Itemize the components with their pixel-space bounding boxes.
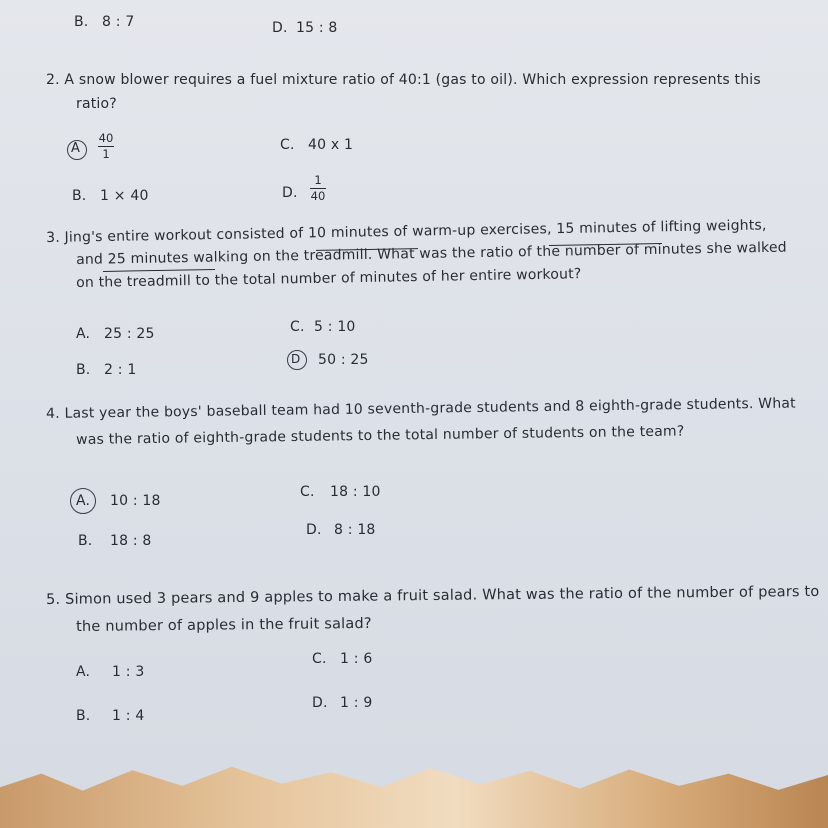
q4-option-c-letter: C. bbox=[300, 484, 315, 500]
q4-stem-line2: was the ratio of eighth-grade students to the total number of students on the team? bbox=[76, 423, 685, 448]
q4-option-b-value: 18 : 8 bbox=[110, 533, 152, 549]
q5-option-a-value: 1 : 3 bbox=[112, 664, 145, 680]
q2-option-a-numerator: 40 bbox=[98, 131, 114, 145]
underline-25-minutes bbox=[103, 269, 215, 272]
q5-option-a-letter: A. bbox=[76, 664, 91, 680]
prev-option-d-letter: D. bbox=[272, 20, 288, 36]
q2-option-b-letter: B. bbox=[72, 188, 87, 204]
q5-stem-line2: the number of apples in the fruit salad? bbox=[76, 615, 372, 635]
q4-option-b-letter: B. bbox=[78, 533, 93, 549]
q5-option-c-value: 1 : 6 bbox=[340, 651, 373, 667]
q2-option-d-numerator: 1 bbox=[314, 173, 322, 187]
q3-option-d-value: 50 : 25 bbox=[318, 352, 369, 368]
q3-option-c-letter: C. bbox=[290, 319, 305, 335]
q5-option-c-letter: C. bbox=[312, 651, 327, 667]
q3-option-d-letter: D bbox=[291, 352, 301, 366]
q5-option-b-value: 1 : 4 bbox=[112, 708, 145, 724]
q4-option-c-value: 18 : 10 bbox=[330, 484, 381, 500]
prev-option-d-value: 15 : 8 bbox=[296, 20, 338, 36]
q4-option-a-value: 10 : 18 bbox=[110, 493, 161, 509]
q2-option-d-denominator: 40 bbox=[310, 189, 326, 203]
q5-option-b-letter: B. bbox=[76, 708, 91, 724]
q3-option-b-value: 2 : 1 bbox=[104, 362, 137, 378]
q2-option-d-letter: D. bbox=[282, 185, 298, 201]
q2-option-a-letter: A bbox=[71, 141, 81, 156]
q4-option-d-letter: D. bbox=[306, 522, 322, 538]
q2-option-d-fraction bbox=[310, 174, 326, 203]
q2-option-c-value: 40 x 1 bbox=[308, 137, 354, 153]
q3-stem-line2: and 25 minutes walking on the treadmill. What was the ratio of the number of minutes she walked bbox=[76, 239, 787, 268]
q4-option-a-letter: A. bbox=[76, 493, 91, 509]
q3-stem-line1: 3. Jing's entire workout consisted of 10 minutes of warm-up exercises, 15 minutes of lifting weights, bbox=[46, 217, 767, 246]
prev-option-b-letter: B. bbox=[74, 14, 89, 30]
q4-stem-line1: 4. Last year the boys' baseball team had 10 seventh-grade students and 8 eighth-grade students. What bbox=[46, 395, 796, 422]
q5-stem-line1: 5. Simon used 3 pears and 9 apples to make a fruit salad. What was the ratio of the number of pears to bbox=[46, 583, 820, 608]
q2-option-a-fraction bbox=[98, 132, 114, 161]
q2-option-a-denominator: 1 bbox=[102, 147, 110, 161]
q3-option-b-letter: B. bbox=[76, 362, 91, 378]
q5-option-d-value: 1 : 9 bbox=[340, 695, 373, 711]
prev-option-b-value: 8 : 7 bbox=[102, 14, 135, 30]
q2-option-b-value: 1 × 40 bbox=[100, 188, 149, 204]
q2-option-c-letter: C. bbox=[280, 137, 295, 153]
q2-stem-line2: ratio? bbox=[76, 96, 117, 112]
q3-option-a-letter: A. bbox=[76, 326, 91, 342]
q2-stem-line1: 2. A snow blower requires a fuel mixture ratio of 40:1 (gas to oil). Which expression represents this bbox=[46, 72, 761, 88]
q3-option-c-value: 5 : 10 bbox=[314, 319, 356, 335]
q5-option-d-letter: D. bbox=[312, 695, 328, 711]
q4-option-d-value: 8 : 18 bbox=[334, 522, 376, 538]
q3-stem-line3: on the treadmill to the total number of minutes of her entire workout? bbox=[76, 266, 582, 291]
q3-option-a-value: 25 : 25 bbox=[104, 326, 155, 342]
